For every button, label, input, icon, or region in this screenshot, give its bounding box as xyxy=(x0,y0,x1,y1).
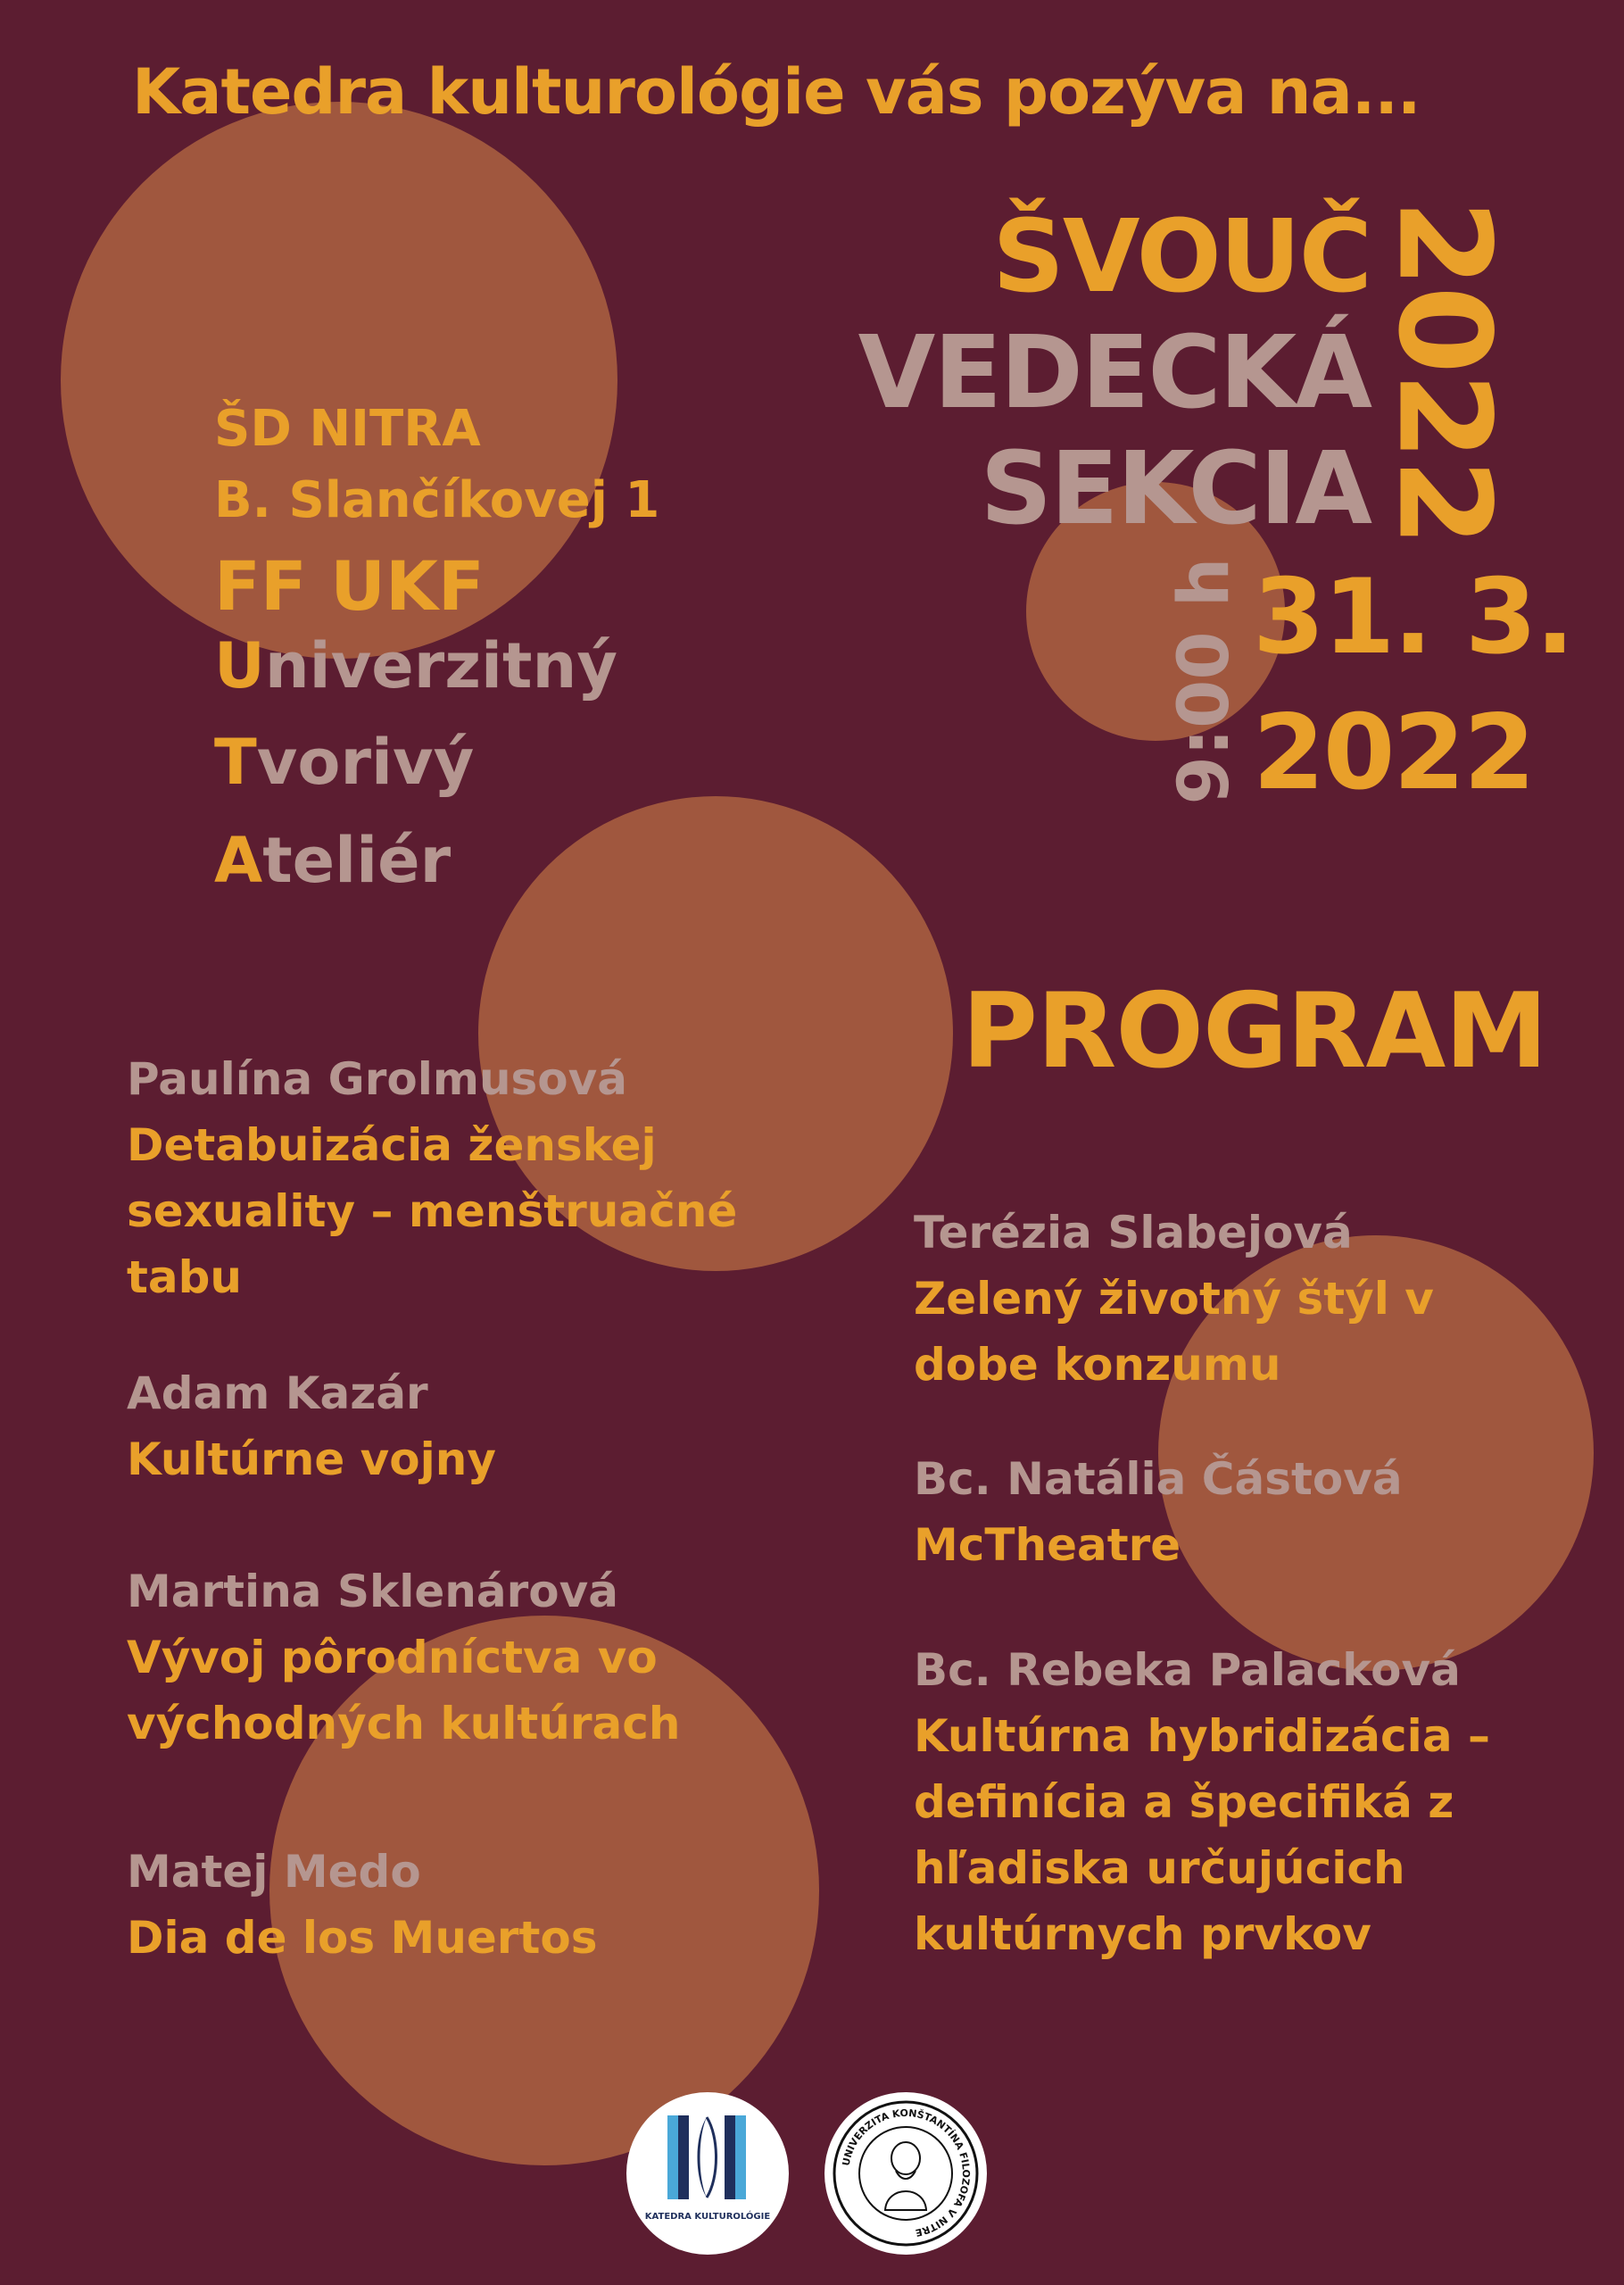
philosopher-head-icon xyxy=(891,2142,920,2174)
talk-speaker: Terézia Slabejová xyxy=(914,1207,1353,1259)
acronym-rest: niverzitný xyxy=(264,629,617,702)
event-date-year: 2022 xyxy=(1253,693,1534,813)
philosopher-robe-icon xyxy=(885,2191,926,2210)
program-heading: PROGRAM xyxy=(962,971,1547,1092)
talk-title: Kultúrna hybridizácia – definícia a špecifiká z hľadiska určujúcich kultúrnych prvkov xyxy=(914,1710,1490,1960)
venue-line-1: ŠD NITRA xyxy=(214,400,481,458)
talk-title: Zelený životný štýl v dobe konzumu xyxy=(914,1273,1434,1391)
talk-item xyxy=(914,1200,1467,1398)
title-svouc: ŠVOUČ xyxy=(992,199,1371,315)
talk-item xyxy=(127,1360,751,1492)
talk-item xyxy=(914,1446,1538,1578)
talk-item xyxy=(127,1046,751,1310)
title-year-vertical xyxy=(1363,199,1524,545)
katedra-logo-graphic xyxy=(626,2092,789,2255)
acronym-lead-letter: U xyxy=(214,629,265,702)
title-vedecka: VEDECKÁ xyxy=(858,315,1371,431)
ukf-university-seal xyxy=(824,2092,987,2255)
talk-item xyxy=(914,1637,1520,1967)
acronym-rest: vorivý xyxy=(256,726,475,799)
venue-acronym-u xyxy=(214,629,617,702)
header-invitation: Katedra kulturológie vás pozýva na... xyxy=(132,55,1421,129)
talk-item xyxy=(127,1558,698,1757)
acronym-lead-letter: T xyxy=(214,726,257,799)
talk-title: Dia de los Muertos xyxy=(127,1912,598,1964)
acronym-lead-letter: A xyxy=(214,824,263,897)
university-seal-graphic xyxy=(824,2092,987,2255)
talk-item xyxy=(127,1839,751,1971)
title-year-text: 2022 xyxy=(1370,199,1518,545)
venue-line-3: FF UKF xyxy=(214,546,485,626)
katedra-logo-text: KATEDRA KULTUROLÓGIE xyxy=(644,2212,771,2222)
venue-line-2: B. Slančíkovej 1 xyxy=(214,471,660,529)
katedra-kulturologie-logo xyxy=(626,2092,789,2255)
talk-speaker: Paulína Grolmusová xyxy=(127,1053,627,1105)
venue-acronym-t xyxy=(214,726,475,799)
university-seal-text: UNIVERZITA KONŠTANTÍNA FILOZOFA V NITRE xyxy=(840,2106,973,2239)
talk-title: Vývoj pôrodníctva vo východných kultúrach xyxy=(127,1632,681,1749)
talk-title: McTheatre xyxy=(914,1519,1181,1571)
talk-speaker: Bc. Rebeka Palacková xyxy=(914,1644,1461,1696)
event-time-text: 9:00 h xyxy=(1164,557,1245,805)
talk-title: Detabuizácia ženskej sexuality – menštruačné tabu xyxy=(127,1119,738,1303)
talk-speaker: Martina Sklenárová xyxy=(127,1566,618,1617)
acronym-rest: teliér xyxy=(262,824,452,897)
event-date-day: 31. 3. xyxy=(1253,557,1573,677)
event-time-vertical xyxy=(1160,552,1249,810)
talk-speaker: Adam Kazár xyxy=(127,1367,428,1419)
title-sekcia: SEKCIA xyxy=(980,431,1371,547)
talk-title: Kultúrne vojny xyxy=(127,1433,496,1485)
venue-acronym-a xyxy=(214,824,452,897)
talk-speaker: Bc. Natália Částová xyxy=(914,1453,1403,1505)
talk-speaker: Matej Medo xyxy=(127,1846,421,1898)
